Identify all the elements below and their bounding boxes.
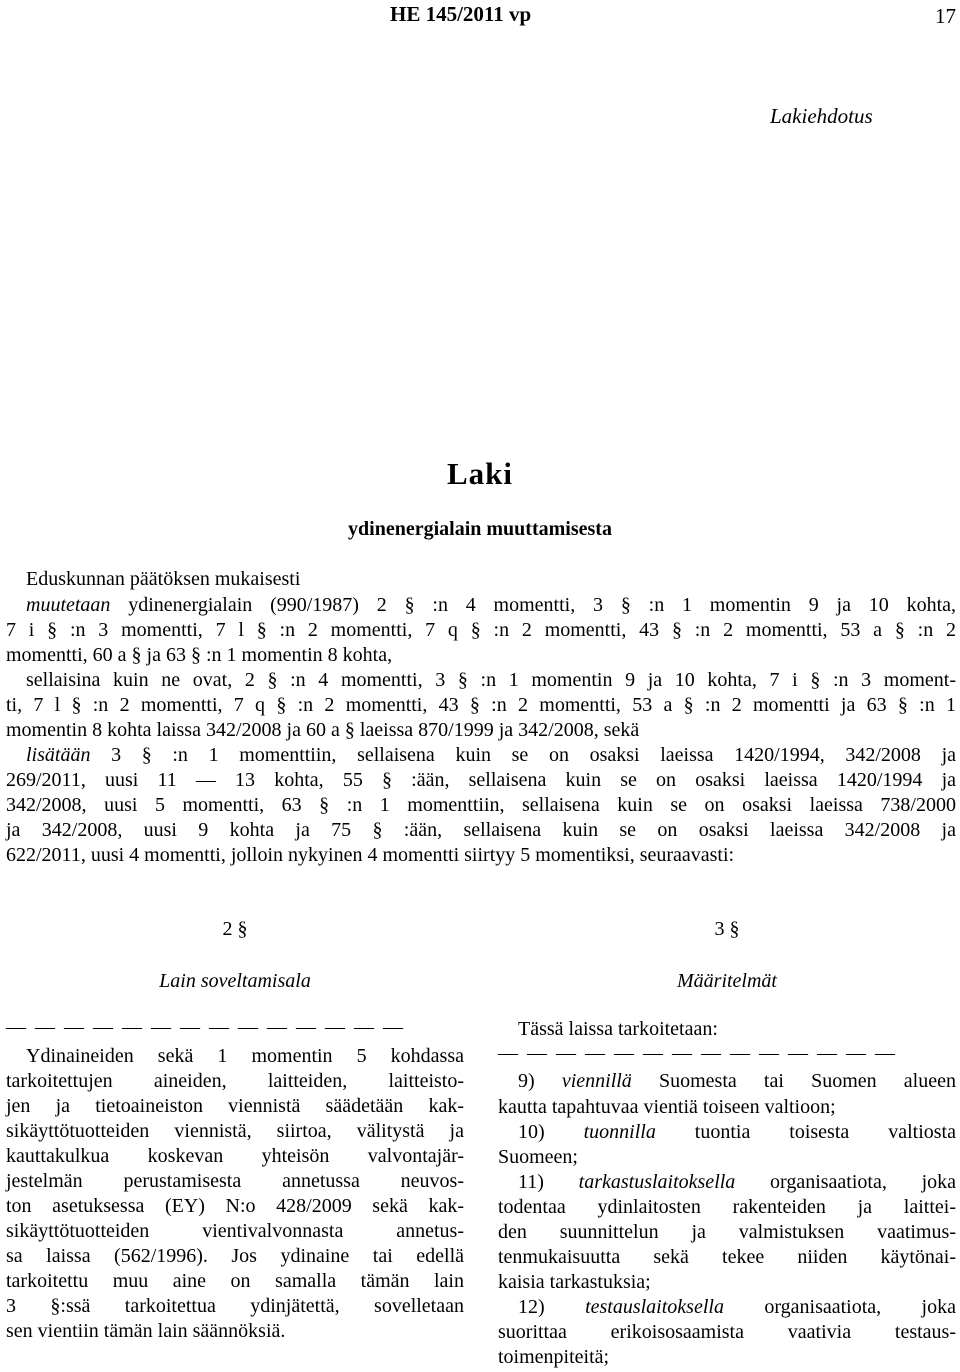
- preamble-line: 269/2011, uusi 11 — 13 kohta, 55 § :ään, sellaisena kuin se on osaksi laeissa 1420/1994 ja: [6, 769, 956, 791]
- text-line: kauttakulkua koskevan yhteisön valvontajär-: [6, 1145, 464, 1167]
- text-line: Ydinaineiden sekä 1 momentin 5 kohdassa: [26, 1045, 464, 1067]
- section-3-heading: Määritelmät: [677, 970, 777, 992]
- text-line: sikäyttötuotteiden vientivalvonnasta annetus-: [6, 1220, 464, 1242]
- text-line: tarkoitettujen aineiden, laitteiden, laitteisto-: [6, 1070, 464, 1092]
- defined-term: tarkastuslaitoksella: [578, 1171, 736, 1193]
- amend-verb: muutetaan: [26, 594, 111, 616]
- text-line: sikäyttötuotteiden viennistä, siirtoa, välitystä ja: [6, 1120, 464, 1142]
- preamble-line: momentti, 60 a § ja 63 § :n 1 momentin 8 kohta,: [6, 644, 393, 666]
- definition-item-9: 9) viennillä Suomesta tai Suomen alueen: [518, 1070, 956, 1092]
- definition-item-11: 11) tarkastuslaitoksella organisaatiota, joka: [518, 1171, 956, 1193]
- text-line: sa laissa (562/1996). Jos ydinaine tai edellä: [6, 1245, 464, 1267]
- law-subtitle: ydinenergialain muuttamisesta: [348, 518, 612, 540]
- law-title: Laki: [446, 456, 514, 491]
- text-line: ton asetuksessa (EY) N:o 428/2009 sekä kak-: [6, 1195, 464, 1217]
- text-line: kaisia tarkastuksia;: [498, 1271, 651, 1293]
- omission-dashes: — — — — — — — — — — — — — —: [6, 1016, 405, 1038]
- definition-line: Suomeen;: [498, 1146, 578, 1168]
- text-line: 3 §:ssä tarkoitettua ydinjätettä, sovelletaan: [6, 1295, 464, 1317]
- preamble-line: 342/2008, uusi 5 momentti, 63 § :n 1 momenttiin, sellaisena kuin se on osaksi laeissa 738/2000: [6, 794, 956, 816]
- defined-term: viennillä: [561, 1070, 632, 1092]
- definition-item-12: 12) testauslaitoksella organisaatiota, joka: [518, 1296, 956, 1318]
- document-id: HE 145/2011 vp: [390, 2, 532, 26]
- preamble-line: lisätään 3 § :n 1 momenttiin, sellaisena kuin se on osaksi laeissa 1420/1994, 342/2008 ja: [26, 744, 956, 766]
- text-line: tarkoitettu muu aine on samalla tämän lain: [6, 1270, 464, 1292]
- preamble-line: momentin 8 kohta laissa 342/2008 ja 60 a § laeissa 870/1999 ja 342/2008, sekä: [6, 719, 640, 741]
- text-line: jen ja tietoaineiston viennistä säädetään kak-: [6, 1095, 464, 1117]
- proposal-label: Lakiehdotus: [770, 104, 873, 128]
- preamble-line: muutetaan ydinenergialain (990/1987) 2 § :n 4 momentti, 3 § :n 1 momentin 9 ja 10 kohta,: [26, 594, 956, 616]
- page-number: 17: [935, 4, 956, 28]
- text-line: sen vientiin tämän lain säännöksiä.: [6, 1320, 286, 1342]
- definition-item-10: 10) tuonnilla tuontia toisesta valtiosta: [518, 1121, 956, 1143]
- preamble-line: ti, 7 l § :n 2 momentti, 7 q § :n 2 momentti, 43 § :n 2 momentti, 53 a § :n 2 momentti ja 63 § :n 1: [6, 694, 956, 716]
- defined-term: tuonnilla: [583, 1121, 656, 1143]
- text-line: tenmukaisuutta sekä tekee niiden käytönai-: [498, 1246, 956, 1268]
- section-2-number: 2 §: [222, 918, 248, 940]
- text-line: suorittaa erikoisosaamista vaativia testaus-: [498, 1321, 956, 1343]
- section-3-number: 3 §: [714, 918, 740, 940]
- preamble-line: ja 342/2008, uusi 9 kohta ja 75 § :ään, sellaisena kuin se on osaksi laeissa 342/2008 ja: [6, 819, 956, 841]
- definition-line: kautta tapahtuvaa vientiä toiseen valtioon;: [498, 1096, 836, 1118]
- preamble-line: sellaisina kuin ne ovat, 2 § :n 4 momentti, 3 § :n 1 momentin 9 ja 10 kohta, 7 i § :n 3 moment-: [26, 669, 956, 691]
- defined-term: testauslaitoksella: [585, 1296, 724, 1318]
- omission-dashes: — — — — — — — — — — — — — —: [498, 1042, 897, 1064]
- text-line: den suunnittelun ja valmistuksen vaatimus-: [498, 1221, 956, 1243]
- text-line: todentaa ydinlaitosten rakenteiden ja laittei-: [498, 1196, 956, 1218]
- text-line: jestelmän perustamisesta annetussa neuvos-: [6, 1170, 464, 1192]
- preamble-intro: Eduskunnan päätöksen mukaisesti: [26, 568, 301, 590]
- section-2-heading: Lain soveltamisala: [159, 970, 311, 992]
- section-3-intro: Tässä laissa tarkoitetaan:: [518, 1018, 718, 1040]
- preamble-line: 622/2011, uusi 4 momentti, jolloin nykyinen 4 momentti siirtyy 5 momentiksi, seuraavasti:: [6, 844, 735, 866]
- preamble-line: 7 i § :n 3 momentti, 7 l § :n 2 momentti, 7 q § :n 2 momentti, 43 § :n 2 momentti, 53 a § :n 2: [6, 619, 956, 641]
- text-line: toimenpiteitä;: [498, 1346, 610, 1368]
- add-verb: lisätään: [26, 744, 91, 766]
